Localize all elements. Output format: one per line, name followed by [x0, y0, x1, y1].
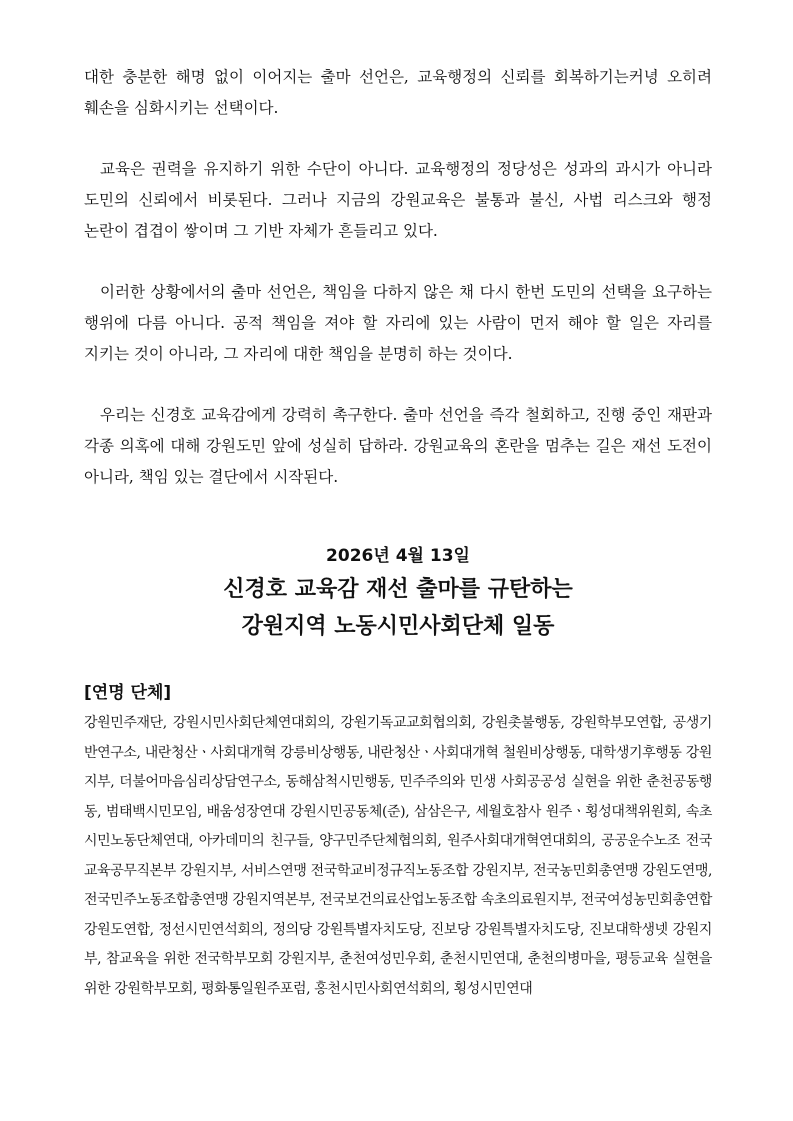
statement-title-line-1: 신경호 교육감 재선 출마를 규탄하는	[223, 577, 573, 602]
statement-date: 2026년 4월 13일	[326, 546, 470, 566]
statement-title-line-2: 강원지역 노동시민사회단체 일동	[241, 614, 555, 639]
paragraph-1: 대한 충분한 해명 없이 이어지는 출마 선언은, 교육행정의 신뢰를 회복하기는커녕 오히려 훼손을 심화시키는 선택이다.	[84, 68, 712, 117]
paragraph-2: 교육은 권력을 유지하기 위한 수단이 아니다. 교육행정의 정당성은 성과의 과시가 아니라 도민의 신뢰에서 비롯된다. 그러나 지금의 강원교육은 불통과 불신, 사법 리스크와 행정 논란이 겹겹이 쌓이며 그 기반 자체가 흔들리고 있다.	[84, 160, 712, 240]
signatories-list: 강원민주재단, 강원시민사회단체연대회의, 강원기독교교회협의회, 강원촛불행동, 강원학부모연합, 공생기반연구소, 내란청산ㆍ사회대개혁 강릉비상행동, 내란청산ㆍ사회대개혁 철원비상행동, 대학생기후행동 강원지부, 더불어마음심리상담연구소, 동해삼척시민행동, 민주주의와 민생 사회공공성 실현을 위한 춘천공동행동, 범태백시민모임, 배움성장연대 강원시민공동체(준), 삼삼은구, 세월호참사 원주ㆍ횡성대책위원회, 속초시민노동단체연대, 아카데미의 친구들, 양구민주단체협의회, 원주사회대개혁연대회의, 공공운수노조 전국교육공무직본부 강원지부, 서비스연맹 전국학교비정규직노동조합 강원지부, 전국농민회총연맹 강원도연맹, 전국민주노동조합총연맹 강원지역본부, 전국보건의료산업노동조합 속초의료원지부, 전국여성농민회총연합 강원도연합, 정선시민연석회의, 정의당 강원특별자치도당, 진보당 강원특별자치도당, 진보대학생넷 강원지부, 참교육을 위한 전국학부모회 강원지부, 춘천여성민우회, 춘천시민연대, 춘천의병마을, 평등교육 실현을 위한 강원학부모회, 평화통일원주포럼, 홍천시민사회연석회의, 횡성시민연대	[84, 715, 713, 997]
document-page	[84, 62, 712, 1004]
paragraph-4: 우리는 신경호 교육감에게 강력히 촉구한다. 출마 선언을 즉각 철회하고, 진행 중인 재판과 각종 의혹에 대해 강원도민 앞에 성실히 답하라. 강원교육의 혼란을 멈추는 길은 재선 도전이 아니라, 책임 있는 결단에서 시작된다.	[84, 406, 712, 486]
paragraph-3: 이러한 상황에서의 출마 선언은, 책임을 다하지 않은 채 다시 한번 도민의 선택을 요구하는 행위에 다름 아니다. 공적 책임을 져야 할 자리에 있는 사람이 먼저 해야 할 일은 자리를 지키는 것이 아니라, 그 자리에 대한 책임을 분명히 하는 것이다.	[84, 283, 712, 363]
signatories-heading: [연명 단체]	[84, 683, 172, 703]
